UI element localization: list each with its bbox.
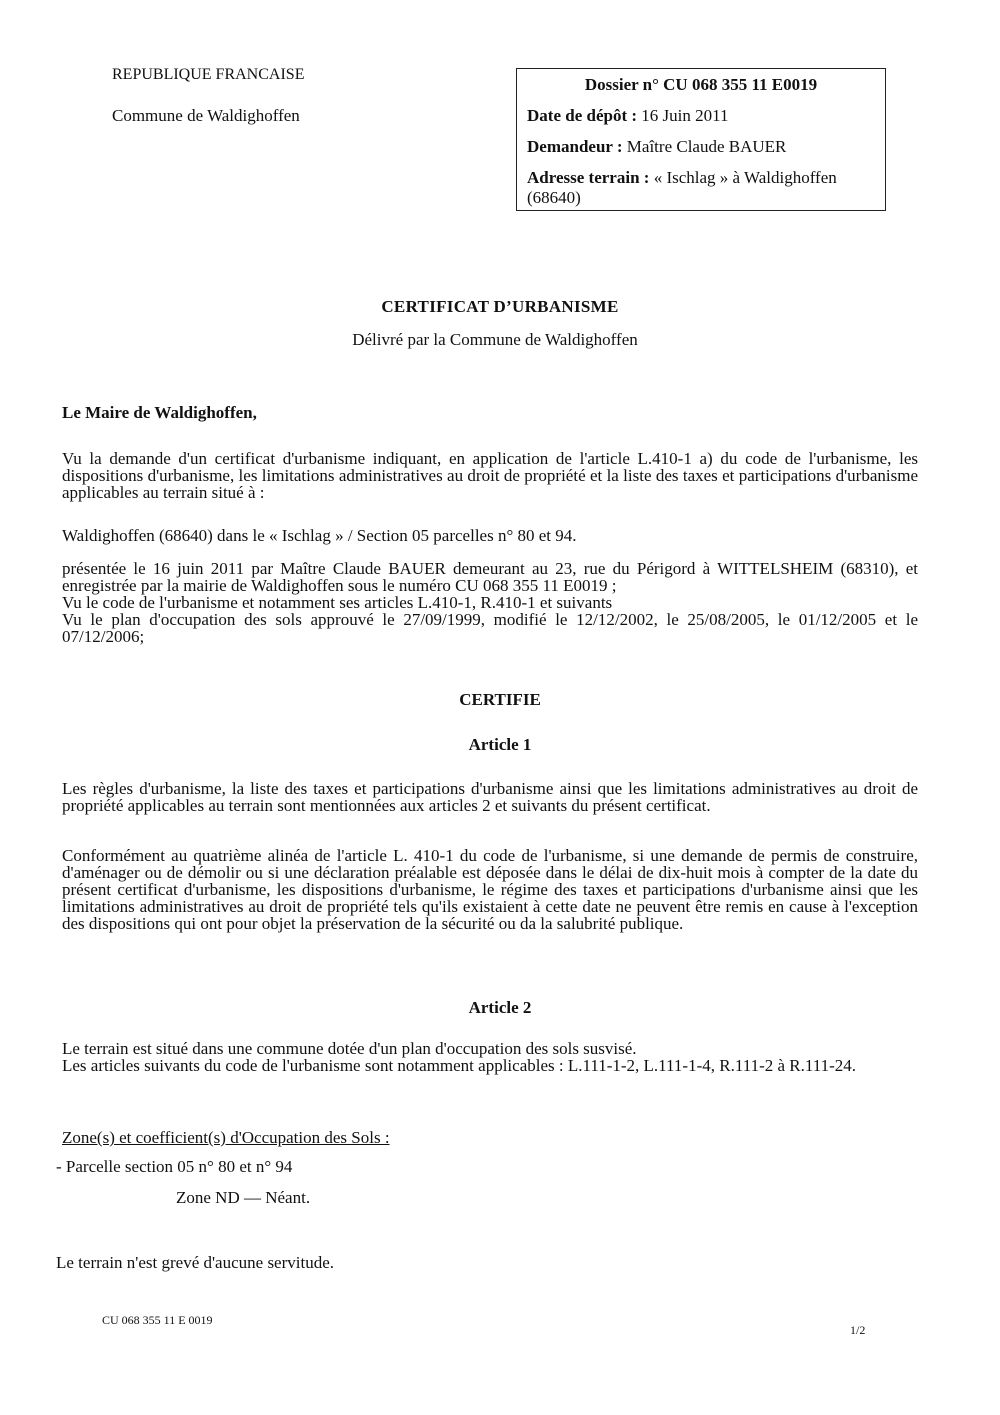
certificate-subtitle-text: Délivré par la Commune de Waldighoffen: [352, 330, 638, 349]
date-depot-row: [527, 106, 875, 126]
presentee-paragraph: présentée le 16 juin 2011 par Maître Claude BAUER demeurant au 23, rue du Périgord à WITTELSHEIM (68310), et enregistrée par la mairie de Waldighoffen sous le numéro CU 068 355 11 E0019 ;: [62, 559, 918, 595]
parcelle-line: - Parcelle section 05 n° 80 et n° 94: [56, 1157, 293, 1176]
servitude-line: Le terrain n'est grevé d'aucune servitude.: [56, 1253, 335, 1272]
page-number: 1/2: [850, 1323, 866, 1337]
article-1-paragraph-2: Conformément au quatrième alinéa de l'article L. 410-1 du code de l'urbanisme, si une demande de permis de construire, d'aménager ou de démolir ou si une déclaration préalable est déposée dans le délai de dix-huit mois à compter de la date du présent certificat d'urbanisme, les dispositions d'urbanisme, le régime des taxes et participations d'urbanisme ainsi que les limitations administratives au droit de propriété tels qu'ils existaient à cette date ne peuvent être remis en cause à l'exception des dispositions qui ont pour objet la préservation de la sécurité ou da la salubrité publique.: [62, 846, 918, 933]
commune-label: Commune de Waldighoffen: [112, 106, 300, 125]
article-1-heading: Article 1: [468, 735, 532, 754]
vu-code-line: Vu le code de l'urbanisme et notamment ses articles L.410-1, R.410-1 et suivants: [62, 593, 613, 612]
vu-plan-paragraph: Vu le plan d'occupation des sols approuvé le 27/09/1999, modifié le 12/12/2002, le 25/08/2005, le 01/12/2005 et le 07/12/2006;: [62, 610, 918, 646]
footer-reference: CU 068 355 11 E 0019: [102, 1313, 213, 1327]
demandeur-value: Maître Claude BAUER: [626, 137, 787, 156]
date-depot-label: Date de dépôt :: [527, 106, 638, 125]
dossier-number: Dossier n° CU 068 355 11 E0019: [584, 75, 818, 94]
demandeur-label: Demandeur :: [527, 137, 623, 156]
vu-demande-paragraph: Vu la demande d'un certificat d'urbanisme indiquant, en application de l'article L.410-1 a) du code de l'urbanisme, les dispositions d'urbanisme, les limitations administratives au droit de propriété et la liste des taxes et participations d'urbanisme applicables au terrain situé à :: [62, 449, 918, 502]
certifie-heading: CERTIFIE: [459, 690, 541, 709]
article-2-paragraph: [62, 1040, 918, 1074]
article-2-line-1: Le terrain est situé dans une commune dotée d'un plan d'occupation des sols susvisé.: [62, 1039, 637, 1058]
article-2-line-2: Les articles suivants du code de l'urbanisme sont notamment applicables : L.111-1-2, L.111-1-4, R.111-2 à R.111-24.: [62, 1056, 857, 1075]
terrain-location: Waldighoffen (68640) dans le « Ischlag » / Section 05 parcelles n° 80 et 94.: [62, 526, 577, 545]
zone-title: Zone(s) et coefficient(s) d'Occupation des Sols :: [62, 1128, 390, 1147]
adresse-label: Adresse terrain :: [527, 168, 650, 187]
maire-heading: Le Maire de Waldighoffen,: [62, 403, 257, 422]
issuer-header: [112, 66, 304, 126]
dossier-box: [516, 68, 886, 211]
zone-nd-line: Zone ND — Néant.: [176, 1188, 311, 1207]
republique-label: REPUBLIQUE FRANCAISE: [112, 66, 305, 83]
adresse-row: [527, 168, 875, 208]
presentation-block: [62, 560, 918, 645]
article-2-heading: Article 2: [468, 998, 532, 1017]
certificate-title: CERTIFICAT D’URBANISME: [381, 297, 619, 316]
demandeur-row: [527, 137, 875, 157]
certificate-subtitle: [0, 330, 1000, 350]
article-1-paragraph-1: Les règles d'urbanisme, la liste des taxes et participations d'urbanisme ainsi que les limitations administratives au droit de propriété applicables au terrain sont mentionnées aux articles 2 et suivants du présent certificat.: [62, 779, 918, 815]
date-depot-value: 16 Juin 2011: [641, 106, 729, 125]
adresse-value: « Ischlag » à Waldighoffen (68640): [527, 168, 837, 207]
